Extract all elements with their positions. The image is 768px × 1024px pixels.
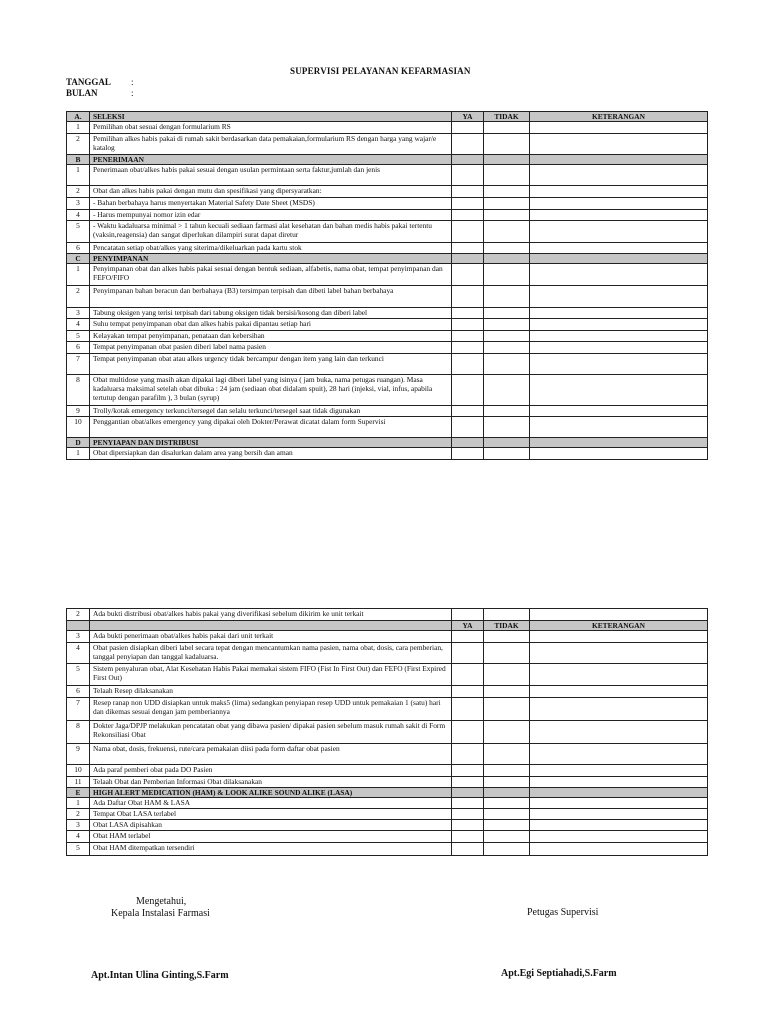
sig-left-line1: Mengetahui, bbox=[136, 896, 187, 907]
row-keterangan: KETERANGAN bbox=[530, 112, 708, 122]
row-text: Telaah Obat dan Pemberian Informasi Obat dilaksanakan bbox=[90, 777, 452, 788]
row-number: 1 bbox=[67, 264, 90, 286]
row-text bbox=[90, 621, 452, 631]
row-keterangan bbox=[530, 744, 708, 765]
row-keterangan bbox=[530, 165, 708, 186]
row-ya bbox=[452, 765, 484, 777]
table-row bbox=[67, 186, 708, 198]
sig-left-line2: Kepala Instalasi Farmasi bbox=[111, 908, 210, 919]
row-ya bbox=[452, 698, 484, 721]
row-text: Pemilihan alkes habis pakai di rumah sakit berdasarkan data pemakaian,formularium RS dengan harga yang wajar/e katalog bbox=[90, 134, 452, 155]
row-text: Obat dipersiapkan dan disalurkan dalam area yang bersih dan aman bbox=[90, 448, 452, 460]
row-text: Ada Daftar Obat HAM & LASA bbox=[90, 798, 452, 809]
row-ya: YA bbox=[452, 112, 484, 122]
section-row bbox=[67, 788, 708, 798]
row-ya bbox=[452, 375, 484, 406]
table-row bbox=[67, 243, 708, 254]
table-row bbox=[67, 406, 708, 417]
table-row bbox=[67, 843, 708, 856]
row-tidak bbox=[484, 375, 530, 406]
row-tidak bbox=[484, 186, 530, 198]
row-number: 10 bbox=[67, 765, 90, 777]
row-text: - Waktu kadaluarsa minimal > 1 tahun kecuali sediaan farmasi alat kesehatan dan bahan medis habis pakai tertentu (vaksin,reagensia) dan sangat diperlukan dilampiri surat dapat diretur bbox=[90, 221, 452, 243]
row-keterangan bbox=[530, 354, 708, 375]
row-text: SELEKSI bbox=[90, 112, 452, 122]
row-text: Obat dan alkes habis pakai dengan mutu dan spesifikasi yang dipersyaratkan: bbox=[90, 186, 452, 198]
row-ya: YA bbox=[452, 621, 484, 631]
row-text: Telaah Resep dilaksanakan bbox=[90, 686, 452, 698]
table-row bbox=[67, 264, 708, 286]
row-text: - Harus mempunyai nomor izin edar bbox=[90, 210, 452, 221]
row-tidak bbox=[484, 798, 530, 809]
row-keterangan bbox=[530, 664, 708, 686]
table-row bbox=[67, 375, 708, 406]
row-text: Obat pasien disiapkan diberi label secara tepat dengan mencantumkan nama pasien, nama obat, dosis, cara pemberian, tanggal penyiapan dan tanggal kadaluarsa. bbox=[90, 643, 452, 664]
row-keterangan bbox=[530, 643, 708, 664]
row-text: Pencatatan setiap obat/alkes yang siterima/dikeluarkan pada kartu stok bbox=[90, 243, 452, 254]
row-keterangan bbox=[530, 631, 708, 643]
row-text: Penggantian obat/alkes emergency yang dipakai oleh Dokter/Perawat dicatat dalam form Supervisi bbox=[90, 417, 452, 438]
row-ya bbox=[452, 631, 484, 643]
row-text: Obat multidose yang masih akan dipakai lagi diberi label yang isinya ( jam buka, nama petugas ruangan). Masa kadaluarsa maksimal setelah obat dibuka : 24 jam (sediaan obat didalam spuit), 28 hari (injeksi, vial, infus, apabila tertutup dengan parafilm ), 3 bulan (syrup) bbox=[90, 375, 452, 406]
meta-bulan-colon: : bbox=[131, 88, 134, 98]
table-row bbox=[67, 631, 708, 643]
row-keterangan bbox=[530, 777, 708, 788]
row-ya bbox=[452, 122, 484, 134]
row-text: Ada bukti distribusi obat/alkes habis pakai yang diverifikasi sebelum dikirim ke unit terkait bbox=[90, 609, 452, 621]
row-tidak bbox=[484, 308, 530, 319]
row-tidak bbox=[484, 765, 530, 777]
row-tidak bbox=[484, 438, 530, 448]
row-text: Pemilihan obat sesuai dengan formularium RS bbox=[90, 122, 452, 134]
row-keterangan bbox=[530, 417, 708, 438]
row-number: A. bbox=[67, 112, 90, 122]
row-number: 1 bbox=[67, 165, 90, 186]
table-row bbox=[67, 721, 708, 744]
row-number: 4 bbox=[67, 210, 90, 221]
row-text: Obat LASA dipisahkan bbox=[90, 820, 452, 831]
row-tidak: TIDAK bbox=[484, 621, 530, 631]
row-tidak bbox=[484, 210, 530, 221]
table-row bbox=[67, 134, 708, 155]
row-ya bbox=[452, 831, 484, 843]
row-number: 5 bbox=[67, 664, 90, 686]
row-text: Ada bukti penerimaan obat/alkes habis pakai dari unit terkait bbox=[90, 631, 452, 643]
row-tidak bbox=[484, 609, 530, 621]
row-keterangan bbox=[530, 820, 708, 831]
row-tidak bbox=[484, 631, 530, 643]
row-text: HIGH ALERT MEDICATION (HAM) & LOOK ALIKE SOUND ALIKE (LASA) bbox=[90, 788, 452, 798]
row-number: 4 bbox=[67, 643, 90, 664]
row-keterangan bbox=[530, 406, 708, 417]
row-number: 3 bbox=[67, 631, 90, 643]
row-ya bbox=[452, 243, 484, 254]
row-number: 4 bbox=[67, 319, 90, 331]
row-number: 2 bbox=[67, 186, 90, 198]
row-ya bbox=[452, 643, 484, 664]
row-tidak bbox=[484, 155, 530, 165]
row-tidak: TIDAK bbox=[484, 112, 530, 122]
row-ya bbox=[452, 165, 484, 186]
sig-left-name-text: Apt.Intan Ulina Ginting,S.Farm bbox=[91, 970, 229, 981]
row-number bbox=[67, 621, 90, 631]
row-keterangan bbox=[530, 448, 708, 460]
row-ya bbox=[452, 342, 484, 354]
row-tidak bbox=[484, 354, 530, 375]
row-number: 10 bbox=[67, 417, 90, 438]
row-keterangan bbox=[530, 831, 708, 843]
table-row bbox=[67, 798, 708, 809]
row-ya bbox=[452, 744, 484, 765]
row-text: Tempat penyimpanan obat atau alkes urgency tidak bercampur dengan item yang lain dan terkunci bbox=[90, 354, 452, 375]
row-keterangan bbox=[530, 331, 708, 342]
row-ya bbox=[452, 210, 484, 221]
row-number: 5 bbox=[67, 331, 90, 342]
row-keterangan bbox=[530, 198, 708, 210]
row-tidak bbox=[484, 221, 530, 243]
row-keterangan bbox=[530, 721, 708, 744]
row-text: Penerimaan obat/alkes habis pakai sesuai dengan usulan permintaan serta faktur,jumlah dan jenis bbox=[90, 165, 452, 186]
row-ya bbox=[452, 319, 484, 331]
table-row bbox=[67, 417, 708, 438]
row-number: 5 bbox=[67, 843, 90, 856]
row-ya bbox=[452, 721, 484, 744]
row-text: Tempat Obat LASA terlabel bbox=[90, 809, 452, 820]
table-row bbox=[67, 308, 708, 319]
row-number: 1 bbox=[67, 448, 90, 460]
table-row bbox=[67, 286, 708, 308]
row-keterangan bbox=[530, 254, 708, 264]
row-number: 2 bbox=[67, 286, 90, 308]
row-ya bbox=[452, 198, 484, 210]
row-number: 9 bbox=[67, 744, 90, 765]
row-tidak bbox=[484, 286, 530, 308]
row-ya bbox=[452, 820, 484, 831]
row-ya bbox=[452, 798, 484, 809]
row-ya bbox=[452, 331, 484, 342]
row-number: 9 bbox=[67, 406, 90, 417]
section-row bbox=[67, 155, 708, 165]
row-ya bbox=[452, 186, 484, 198]
row-ya bbox=[452, 155, 484, 165]
row-keterangan bbox=[530, 122, 708, 134]
row-keterangan bbox=[530, 221, 708, 243]
row-ya bbox=[452, 134, 484, 155]
row-keterangan bbox=[530, 765, 708, 777]
row-number: 2 bbox=[67, 134, 90, 155]
sig-right-line1: Petugas Supervisi bbox=[527, 907, 599, 918]
table-row bbox=[67, 609, 708, 621]
row-tidak bbox=[484, 777, 530, 788]
row-keterangan bbox=[530, 319, 708, 331]
row-number: 2 bbox=[67, 809, 90, 820]
row-text: Penyimpanan obat dan alkes habis pakai sesuai dengan bentuk sediaan, alfabetis, nama obat, tempat penyimpanan dan FEFO/FIFO bbox=[90, 264, 452, 286]
row-text: Dokter Jaga/DPJP melakukan pencatatan obat yang dibawa pasien/ dipakai pasien sebelum masuk rumah sakit di Form Rekonsiliasi Obat bbox=[90, 721, 452, 744]
row-text: Obat HAM ditempatkan tersendiri bbox=[90, 843, 452, 856]
row-text: Tabung oksigen yang terisi terpisah dari tabung oksigen tidak bersisi/kosong dan diberi label bbox=[90, 308, 452, 319]
row-tidak bbox=[484, 165, 530, 186]
meta-bulan-label: BULAN bbox=[66, 88, 98, 98]
sig-left-name bbox=[91, 970, 229, 981]
section-row bbox=[67, 112, 708, 122]
table-row bbox=[67, 122, 708, 134]
row-tidak bbox=[484, 448, 530, 460]
row-tidak bbox=[484, 198, 530, 210]
table-row bbox=[67, 765, 708, 777]
meta-tanggal bbox=[66, 77, 134, 87]
row-tidak bbox=[484, 698, 530, 721]
meta-tanggal-label: TANGGAL bbox=[66, 77, 111, 87]
row-ya bbox=[452, 417, 484, 438]
row-ya bbox=[452, 406, 484, 417]
row-ya bbox=[452, 438, 484, 448]
row-tidak bbox=[484, 254, 530, 264]
row-ya bbox=[452, 686, 484, 698]
row-tidak bbox=[484, 643, 530, 664]
row-tidak bbox=[484, 243, 530, 254]
row-ya bbox=[452, 254, 484, 264]
row-tidak bbox=[484, 843, 530, 856]
table-row bbox=[67, 165, 708, 186]
row-ya bbox=[452, 777, 484, 788]
row-text: Nama obat, dosis, frekuensi, rute/cara pemakaian diisi pada form daftar obat pasien bbox=[90, 744, 452, 765]
row-text: Kelayakan tempat penyimpanan, penataan dan kebersihan bbox=[90, 331, 452, 342]
row-number: 7 bbox=[67, 698, 90, 721]
row-keterangan bbox=[530, 264, 708, 286]
table-row bbox=[67, 331, 708, 342]
row-tidak bbox=[484, 686, 530, 698]
row-ya bbox=[452, 354, 484, 375]
row-keterangan bbox=[530, 186, 708, 198]
row-keterangan bbox=[530, 809, 708, 820]
row-ya bbox=[452, 609, 484, 621]
table-row bbox=[67, 319, 708, 331]
row-number: E bbox=[67, 788, 90, 798]
row-number: 3 bbox=[67, 198, 90, 210]
row-ya bbox=[452, 286, 484, 308]
row-tidak bbox=[484, 831, 530, 843]
row-number: 3 bbox=[67, 820, 90, 831]
row-number: 3 bbox=[67, 308, 90, 319]
table-row bbox=[67, 342, 708, 354]
section-row bbox=[67, 438, 708, 448]
row-number: 6 bbox=[67, 243, 90, 254]
row-keterangan: KETERANGAN bbox=[530, 621, 708, 631]
row-number: 1 bbox=[67, 798, 90, 809]
row-text: Resep ranap non UDD disiapkan untuk maks5 (lima) sedangkan penyiapan resep UDD untuk pemakaian 1 (satu) hari dan dikemas sesuai dengan jam pemberiannya bbox=[90, 698, 452, 721]
row-keterangan bbox=[530, 210, 708, 221]
row-tidak bbox=[484, 331, 530, 342]
row-tidak bbox=[484, 417, 530, 438]
row-text: PENYIAPAN DAN DISTRIBUSI bbox=[90, 438, 452, 448]
row-ya bbox=[452, 264, 484, 286]
row-keterangan bbox=[530, 342, 708, 354]
row-keterangan bbox=[530, 686, 708, 698]
sig-right-name bbox=[501, 968, 617, 979]
row-text: Ada paraf pemberi obat pada DO Pasien bbox=[90, 765, 452, 777]
row-tidak bbox=[484, 122, 530, 134]
row-tidak bbox=[484, 744, 530, 765]
table-row bbox=[67, 744, 708, 765]
row-keterangan bbox=[530, 375, 708, 406]
row-keterangan bbox=[530, 155, 708, 165]
row-keterangan bbox=[530, 438, 708, 448]
row-keterangan bbox=[530, 843, 708, 856]
row-tidak bbox=[484, 809, 530, 820]
table-row bbox=[67, 448, 708, 460]
table-row bbox=[67, 831, 708, 843]
row-text: Obat HAM terlabel bbox=[90, 831, 452, 843]
table-row bbox=[67, 354, 708, 375]
row-text: PENYIMPANAN bbox=[90, 254, 452, 264]
table-row bbox=[67, 198, 708, 210]
table-row bbox=[67, 809, 708, 820]
row-number: D bbox=[67, 438, 90, 448]
row-ya bbox=[452, 809, 484, 820]
row-tidak bbox=[484, 721, 530, 744]
row-number: 7 bbox=[67, 354, 90, 375]
row-keterangan bbox=[530, 609, 708, 621]
row-ya bbox=[452, 788, 484, 798]
row-number: 1 bbox=[67, 122, 90, 134]
page-title: SUPERVISI PELAYANAN KEFARMASIAN bbox=[290, 66, 471, 76]
row-text: Penyimpanan bahan beracun dan berbahaya (B3) tersimpan terpisah dan dibeti label bahan berbahaya bbox=[90, 286, 452, 308]
row-text: Trolly/kotak emergency terkunci/tersegel dan selalu terkunci/tersegel saat tidak digunakan bbox=[90, 406, 452, 417]
row-text: Sistem penyaluran obat, Alat Kesehatan Habis Pakai memakai sistem FIFO (Fist In First Out) dan FEFO (First Expired First Out) bbox=[90, 664, 452, 686]
table-row bbox=[67, 643, 708, 664]
row-number: 8 bbox=[67, 375, 90, 406]
row-keterangan bbox=[530, 788, 708, 798]
meta-tanggal-colon: : bbox=[131, 77, 134, 87]
row-ya bbox=[452, 221, 484, 243]
row-number: 4 bbox=[67, 831, 90, 843]
row-number: 2 bbox=[67, 609, 90, 621]
row-keterangan bbox=[530, 134, 708, 155]
table-row bbox=[67, 698, 708, 721]
row-tidak bbox=[484, 264, 530, 286]
row-tidak bbox=[484, 820, 530, 831]
sig-right-name-text: Apt.Egi Septiahadi,S.Farm bbox=[501, 968, 617, 979]
row-tidak bbox=[484, 319, 530, 331]
row-keterangan bbox=[530, 698, 708, 721]
table-row bbox=[67, 210, 708, 221]
row-keterangan bbox=[530, 308, 708, 319]
row-text: - Bahan berbahaya harus menyertakan Material Safety Date Sheet (MSDS) bbox=[90, 198, 452, 210]
row-number: C bbox=[67, 254, 90, 264]
row-ya bbox=[452, 664, 484, 686]
row-number: 6 bbox=[67, 342, 90, 354]
row-tidak bbox=[484, 134, 530, 155]
table-row bbox=[67, 820, 708, 831]
section-row bbox=[67, 254, 708, 264]
table-row bbox=[67, 664, 708, 686]
row-tidak bbox=[484, 664, 530, 686]
table-row bbox=[67, 221, 708, 243]
row-ya bbox=[452, 843, 484, 856]
row-number: 5 bbox=[67, 221, 90, 243]
row-tidak bbox=[484, 406, 530, 417]
meta-bulan bbox=[66, 88, 134, 98]
row-text: Tempat penyimpanan obat pasien diberi label nama pasien bbox=[90, 342, 452, 354]
row-ya bbox=[452, 308, 484, 319]
row-number: 8 bbox=[67, 721, 90, 744]
row-tidak bbox=[484, 342, 530, 354]
row-number: 11 bbox=[67, 777, 90, 788]
checklist-table-1 bbox=[66, 111, 708, 460]
row-keterangan bbox=[530, 243, 708, 254]
table-row bbox=[67, 777, 708, 788]
row-number: B bbox=[67, 155, 90, 165]
header-row bbox=[67, 621, 708, 631]
row-text: Suhu tempat penyimpanan obat dan alkes habis pakai dipantau setiap hari bbox=[90, 319, 452, 331]
row-ya bbox=[452, 448, 484, 460]
row-text: PENERIMAAN bbox=[90, 155, 452, 165]
row-tidak bbox=[484, 788, 530, 798]
table-row bbox=[67, 686, 708, 698]
checklist-table-2 bbox=[66, 608, 708, 856]
row-number: 6 bbox=[67, 686, 90, 698]
row-keterangan bbox=[530, 798, 708, 809]
row-keterangan bbox=[530, 286, 708, 308]
